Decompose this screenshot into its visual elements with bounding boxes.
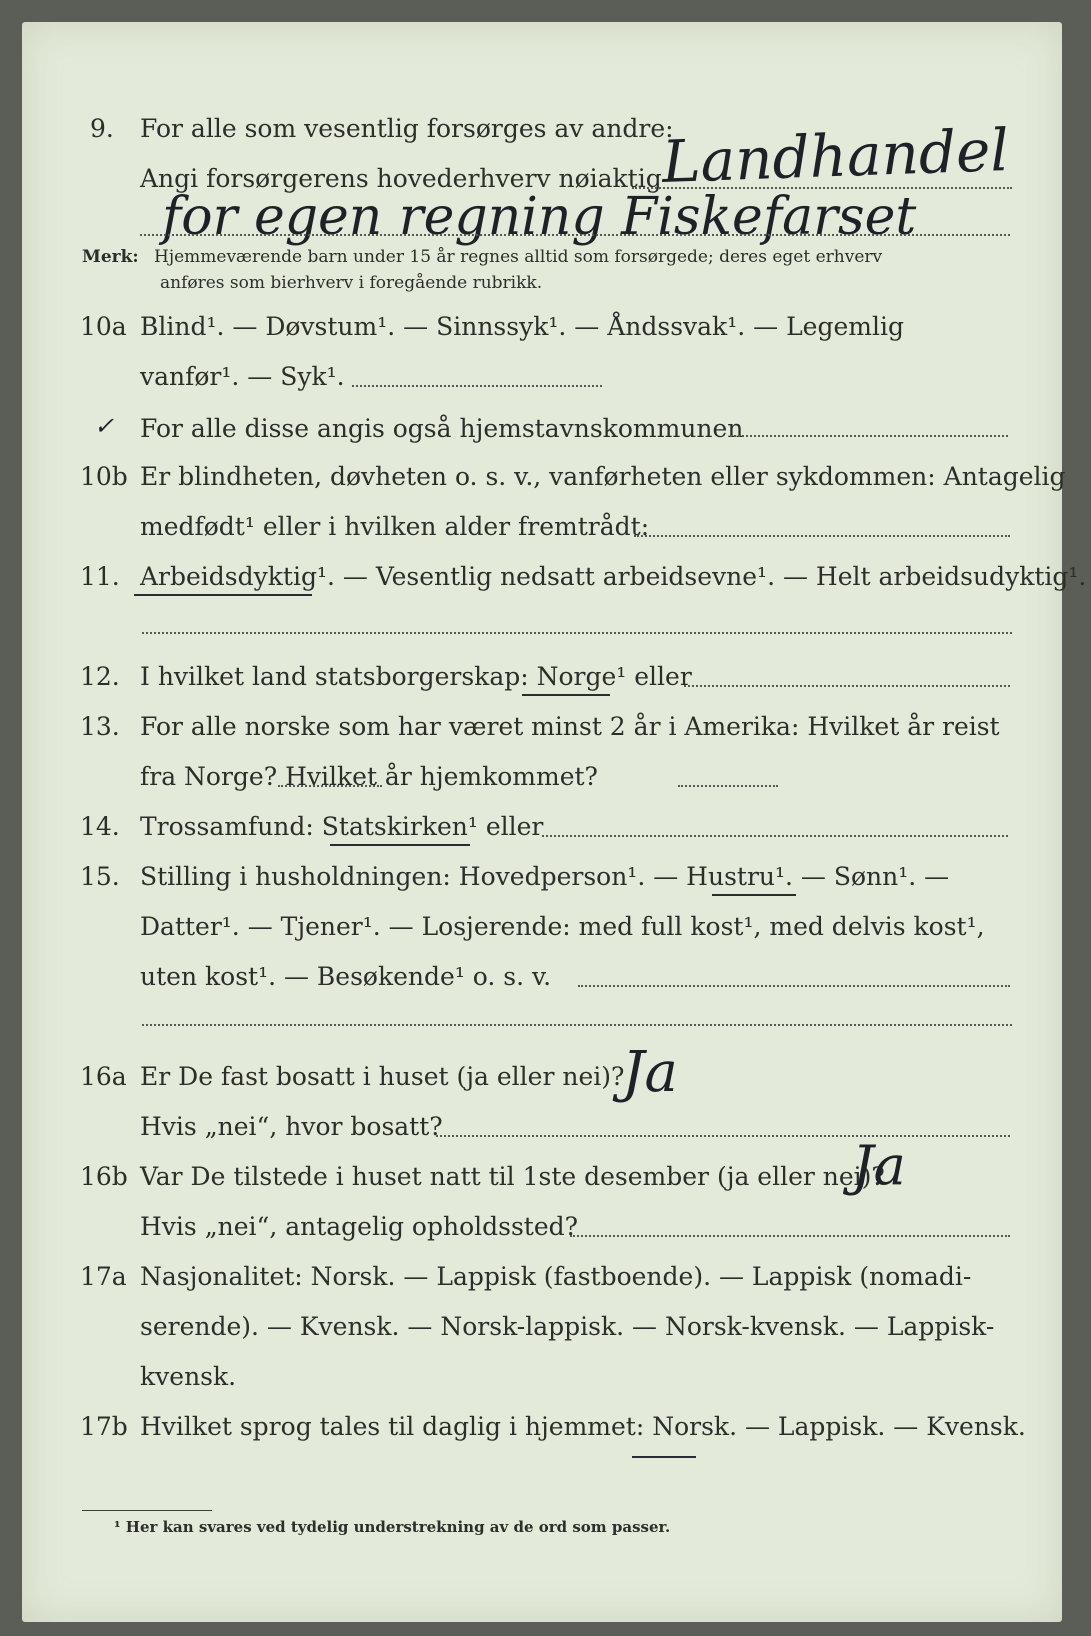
q13-number: 13.	[80, 712, 120, 741]
q12-dots	[684, 685, 1010, 687]
q15-underline-mark	[712, 894, 796, 896]
q13-dots-a	[278, 785, 382, 787]
q14-line1: Trossamfund: Statskirken¹ eller	[140, 812, 544, 841]
q11-dots	[142, 632, 1012, 634]
q15-line1: Stilling i husholdningen: Hovedperson¹. — Hustru¹. — Sønn¹. —	[140, 862, 950, 891]
merk-text2: anføres som bierhverv i foregående rubrikk.	[160, 273, 543, 293]
q16a-line1: Er De fast bosatt i huset (ja eller nei)?	[140, 1062, 625, 1091]
q13-line1: For alle norske som har været minst 2 år i Amerika: Hvilket år reist	[140, 712, 1000, 741]
q10b-dots	[634, 535, 1010, 537]
q13-line2: fra Norge? Hvilket år hjemkommet?	[140, 762, 598, 791]
q10a-dots	[352, 385, 602, 387]
q16b-handwritten-answer: Ja	[852, 1134, 906, 1197]
q15-number: 15.	[80, 862, 120, 891]
q17a-line3: kvensk.	[140, 1362, 237, 1391]
q14-number: 14.	[80, 812, 120, 841]
q17b-number: 17b	[80, 1412, 128, 1441]
q10a-line3: For alle disse angis også hjemstavnskommunen	[140, 414, 744, 443]
q16a-dots	[436, 1135, 1010, 1137]
q16a-number: 16a	[80, 1062, 127, 1091]
q16b-line1: Var De tilstede i huset natt til 1ste desember (ja eller nei)?	[140, 1162, 885, 1191]
q9-line3-dots	[140, 234, 1010, 236]
q10b-line2: medfødt¹ eller i hvilken alder fremtrådt:	[140, 512, 650, 541]
q15-dots	[578, 985, 1010, 987]
q17a-line1: Nasjonalitet: Norsk. — Lappisk (fastboende). — Lappisk (nomadi-	[140, 1262, 972, 1291]
q16a-line2: Hvis „nei“, hvor bosatt?	[140, 1112, 443, 1141]
q10a-number: 10a	[80, 312, 127, 341]
q12-line1: I hvilket land statsborgerskap: Norge¹ eller	[140, 662, 692, 691]
q9-number: 9.	[90, 114, 114, 143]
q15-line3: uten kost¹. — Besøkende¹ o. s. v.	[140, 962, 552, 991]
q17b-line1: Hvilket sprog tales til daglig i hjemmet: Norsk. — Lappisk. — Kvensk.	[140, 1412, 1026, 1441]
q12-underline-mark	[522, 694, 610, 696]
q17b-underline-mark	[632, 1456, 696, 1458]
merk-text1: Hjemmeværende barn under 15 år regnes alltid som forsørgede; deres eget erhverv	[154, 247, 883, 267]
census-form-page	[22, 22, 1087, 1622]
q11-line1: Arbeidsdyktig¹. — Vesentlig nedsatt arbeidsevne¹. — Helt arbeidsudyktig¹.	[140, 562, 1087, 591]
q9-line2: Angi forsørgerens hovederhverv nøiaktig	[140, 164, 662, 193]
q13-dots-b	[678, 785, 778, 787]
q11-underline-mark	[134, 594, 312, 596]
footnote-text: ¹ Her kan svares ved tydelig understrekning av de ord som passer.	[114, 1518, 671, 1536]
q9-line1: For alle som vesentlig forsørges av andre:	[140, 114, 674, 143]
q10a-line1: Blind¹. — Døvstum¹. — Sinnssyk¹. — Åndssvak¹. — Legemlig	[140, 312, 904, 341]
q12-number: 12.	[80, 662, 120, 691]
q15-line2: Datter¹. — Tjener¹. — Losjerende: med full kost¹, med delvis kost¹,	[140, 912, 985, 941]
q10b-number: 10b	[80, 462, 128, 491]
q17a-number: 17a	[80, 1262, 127, 1291]
q16a-handwritten-answer: Ja	[622, 1040, 678, 1105]
q16b-dots	[570, 1235, 1010, 1237]
q10a-line3-dots	[730, 435, 1008, 437]
q9-handwritten-occupation: Landhandel	[660, 115, 1010, 197]
q10a-line2: vanfør¹. — Syk¹.	[140, 362, 345, 391]
q14-dots	[542, 835, 1008, 837]
q16b-line2: Hvis „nei“, antagelig opholdssted?	[140, 1212, 579, 1241]
q17a-line2: serende). — Kvensk. — Norsk-lappisk. — Norsk-kvensk. — Lappisk-	[140, 1312, 995, 1341]
merk-label: Merk:	[82, 247, 139, 267]
q10b-line1: Er blindheten, døvheten o. s. v., vanførheten eller sykdommen: Antagelig	[140, 462, 1066, 491]
q11-number: 11.	[80, 562, 120, 591]
q9-handwritten-continuation: for egen regning Fiskefarset	[162, 187, 917, 247]
check-mark-icon: ✓	[94, 412, 115, 440]
q15-line4-dots	[142, 1024, 1012, 1026]
q16b-number: 16b	[80, 1162, 128, 1191]
q14-underline-mark	[330, 844, 470, 846]
footnote-rule	[82, 1510, 212, 1511]
